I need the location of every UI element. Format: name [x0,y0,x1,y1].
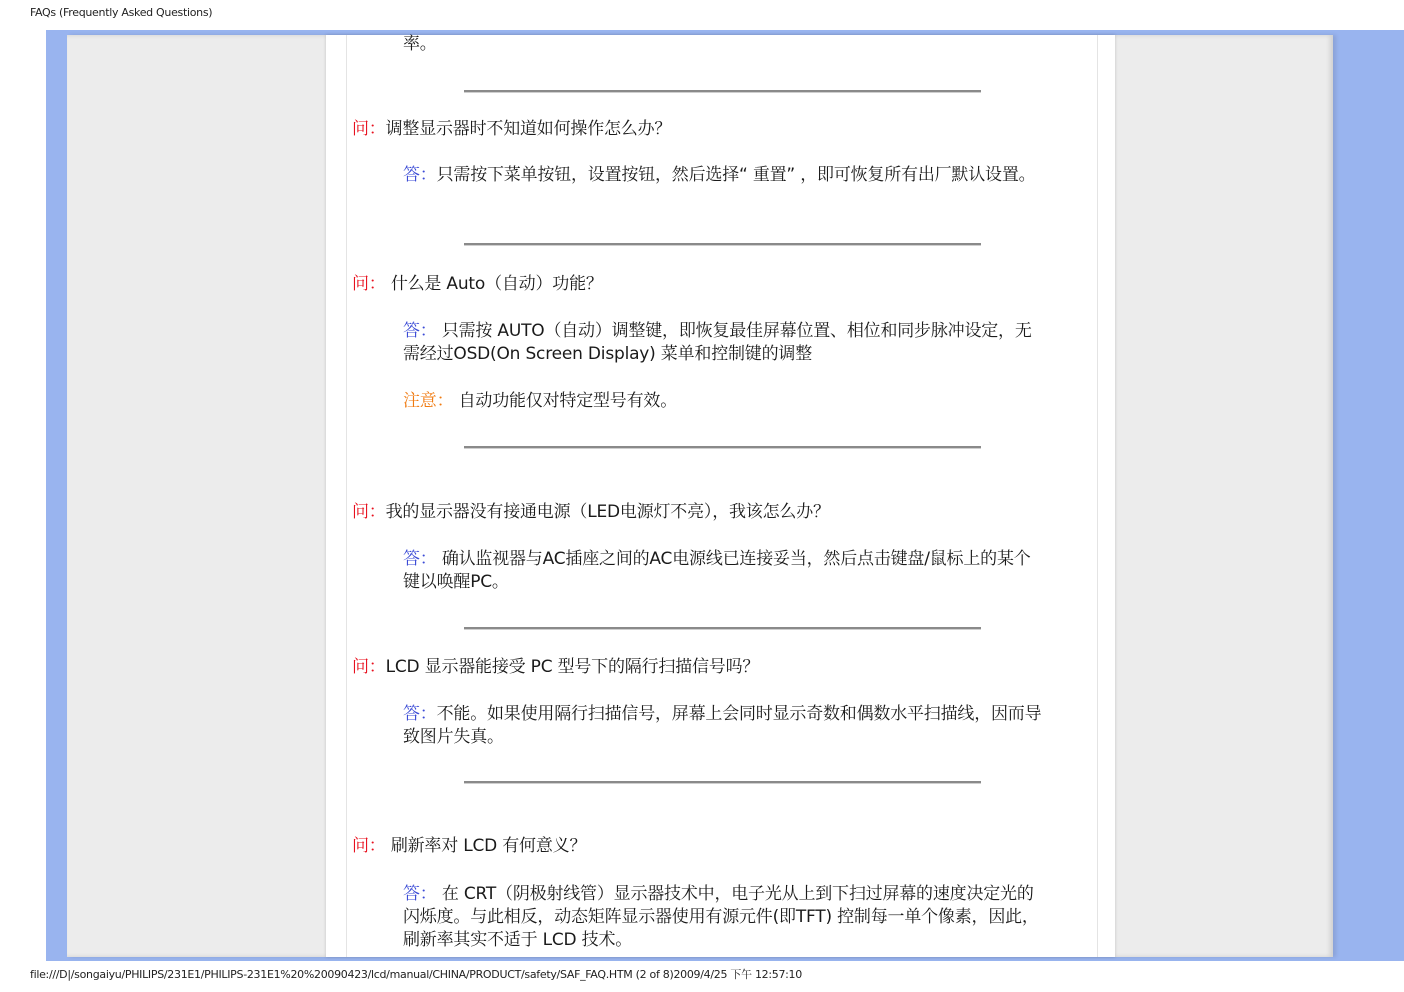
note-text: 自动功能仅对特定型号有效。 [458,391,678,411]
answer-label: 答： [403,321,442,341]
column-border-right [1097,35,1098,957]
faq-question [352,656,759,679]
faq-answer [403,164,1043,187]
carry-over-text: 率。 [403,34,437,54]
answer-label: 答： [403,884,442,904]
faq-question [352,273,603,296]
answer-text: 确认监视器与AC插座之间的AC电源线已连接妥当，然后点击键盘/鼠标上的某个键以唤醒PC。 [403,549,1031,592]
faq-answer [403,320,1043,366]
divider-rule [464,243,981,246]
answer-text: 在 CRT（阴极射线管）显示器技术中，电子光从上到下扫过屏幕的速度决定光的闪烁度。与此相反，动态矩阵显示器使用有源元件(即TFT) 控制每一单个像素，因此，刷新率其实不适于 LCD 技术。 [403,884,1039,950]
faq-answer [403,703,1043,749]
divider-rule [464,90,981,93]
answer-label: 答： [403,704,437,724]
divider-rule [464,627,981,630]
question-label: 问： [352,502,386,522]
question-label: 问： [352,274,391,294]
answer-text: 不能。如果使用隔行扫描信号，屏幕上会同时显示奇数和偶数水平扫描线，因而导致图片失真。 [403,704,1042,747]
print-header: FAQs (Frequently Asked Questions) [30,6,213,19]
column-border-left [346,35,347,957]
answer-label: 答： [403,165,437,185]
divider-rule [464,446,981,449]
question-text: 我的显示器没有接通电源（LED电源灯不亮），我该怎么办？ [385,502,830,522]
question-text: 什么是 Auto（自动）功能？ [390,274,603,294]
faq-answer [403,883,1043,952]
question-label: 问： [352,119,386,139]
faq-question [352,835,586,858]
print-footer: file:///D|/songaiyu/PHILIPS/231E1/PHILIPS-231E1%20%20090423/lcd/manual/CHINA/PRODUCT/safety/SAF_FAQ.HTM (2 of 8)2009/4/25 下午 12:57:10 [30,968,802,981]
question-label: 问： [352,657,386,677]
question-text: 调整显示器时不知道如何操作怎么办？ [385,119,672,139]
divider-rule [464,781,981,784]
question-text: LCD 显示器能接受 PC 型号下的隔行扫描信号吗？ [385,657,760,677]
faq-answer [403,548,1043,594]
faq-question [352,501,830,524]
faq-question [352,118,671,141]
question-label: 问： [352,836,391,856]
question-text: 刷新率对 LCD 有何意义？ [390,836,587,856]
note-label: 注意： [403,391,459,411]
answer-text: 只需按 AUTO（自动）调整键，即恢复最佳屏幕位置、相位和同步脉冲设定，无需经过OSD(On Screen Display) 菜单和控制键的调整 [403,321,1032,364]
answer-text: 只需按下菜单按钮，设置按钮，然后选择“ 重置” ，即可恢复所有出厂默认设置。 [436,165,1036,185]
answer-label: 答： [403,549,442,569]
faq-note [403,390,1043,413]
